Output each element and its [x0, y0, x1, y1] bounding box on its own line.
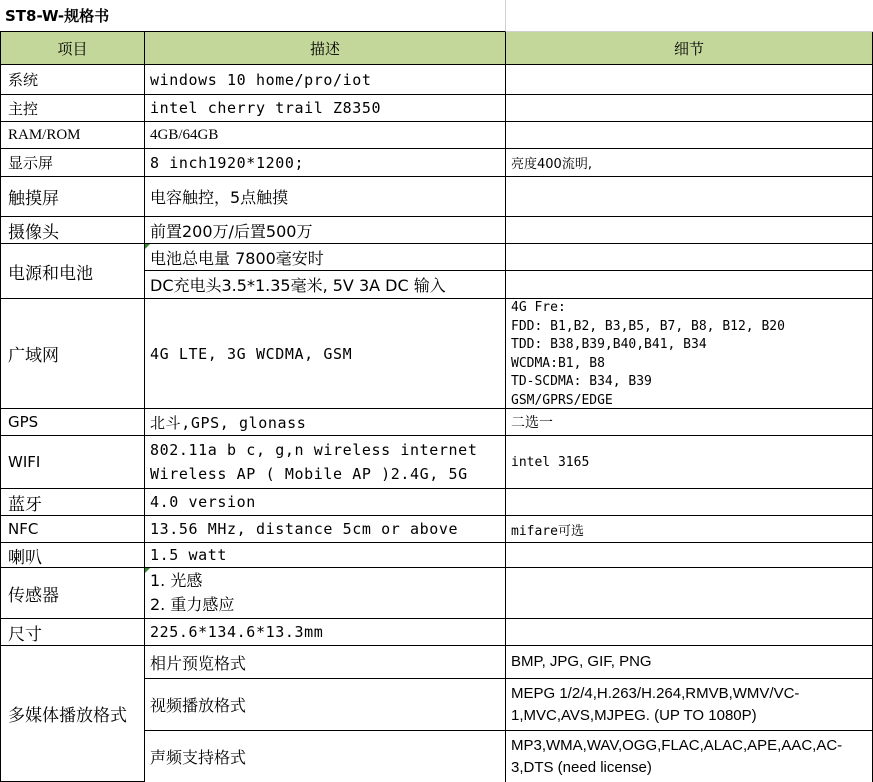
header-item: 项目 — [1, 32, 145, 65]
header-desc: 描述 — [145, 32, 506, 65]
wan-detail-line: GSM/GPRS/EDGE — [511, 392, 613, 408]
row-wan-detail — [506, 299, 873, 409]
row-cpu-desc: intel cherry trail Z8350 — [145, 95, 506, 122]
row-speaker-desc: 1.5 watt — [145, 543, 506, 568]
row-sensor-desc — [145, 568, 506, 619]
row-media-audio-detail: MP3,WMA,WAV,OGG,FLAC,ALAC,APE,AAC,AC-3,DTS (need license) — [506, 731, 873, 782]
row-media-photo-label: 相片预览格式 — [145, 646, 506, 679]
row-media-photo-detail: BMP, JPG, GIF, PNG — [506, 646, 873, 679]
row-sensor-label: 传感器 — [1, 568, 145, 619]
row-bt-desc: 4.0 version — [145, 489, 506, 516]
row-power-detail — [506, 244, 873, 271]
sensor-desc-line: 1. 光感 — [150, 571, 203, 590]
row-wan-label: 广域网 — [1, 299, 145, 409]
row-size-detail — [506, 619, 873, 646]
row-touch-desc: 电容触控，5点触摸 — [145, 177, 506, 217]
row-mem-label: RAM/ROM — [1, 122, 145, 149]
row-power-label: 电源和电池 — [1, 244, 145, 299]
empty-cell — [506, 0, 873, 32]
row-touch-label: 触摸屏 — [1, 177, 145, 217]
wifi-desc-line: 802.11a b c, g,n wireless internet — [150, 441, 478, 459]
row-display-desc: 8 inch1920*1200; — [145, 149, 506, 177]
row-media-label: 多媒体播放格式 — [1, 646, 145, 782]
row-display-detail: 亮度400流明, — [506, 149, 873, 177]
row-wifi-desc — [145, 436, 506, 489]
row-mem-desc: 4GB/64GB — [145, 122, 506, 149]
wifi-desc-line: Wireless AP ( Mobile AP )2.4G, 5G — [150, 465, 468, 483]
row-speaker-detail — [506, 543, 873, 568]
row-bt-label: 蓝牙 — [1, 489, 145, 516]
row-nfc-desc: 13.56 MHz, distance 5cm or above — [145, 516, 506, 543]
row-wan-desc: 4G LTE, 3G WCDMA, GSM — [145, 299, 506, 409]
row-os-desc: windows 10 home/pro/iot — [145, 65, 506, 95]
row-camera-desc: 前置200万/后置500万 — [145, 217, 506, 244]
row-size-label: 尺寸 — [1, 619, 145, 646]
row-camera-label: 摄像头 — [1, 217, 145, 244]
row-cpu-detail — [506, 95, 873, 122]
wan-detail-line: WCDMA:B1, B8 — [511, 355, 605, 371]
wan-detail-line: FDD: B1,B2, B3,B5, B7, B8, B12, B20 — [511, 318, 785, 334]
row-gps-label: GPS — [1, 409, 145, 436]
row-sensor-detail — [506, 568, 873, 619]
row-wifi-label: WIFI — [1, 436, 145, 489]
header-detail: 细节 — [506, 32, 873, 65]
row-nfc-detail: mifare可选 — [506, 516, 873, 543]
row-power-desc-charger: DC充电头3.5*1.35毫米, 5V 3A DC 输入 — [145, 271, 506, 299]
wan-detail-line: TDD: B38,B39,B40,B41, B34 — [511, 337, 707, 352]
row-cpu-label: 主控 — [1, 95, 145, 122]
wan-detail-line: 4G Fre: — [511, 300, 566, 315]
row-media-audio-label: 声频支持格式 — [145, 731, 506, 782]
row-gps-detail: 二选一 — [506, 409, 873, 436]
wan-detail-line: TD-SCDMA: B34, B39 — [511, 374, 652, 389]
empty-cell — [506, 271, 873, 299]
row-media-video-label: 视频播放格式 — [145, 679, 506, 731]
row-os-detail — [506, 65, 873, 95]
row-mem-detail — [506, 122, 873, 149]
row-camera-detail — [506, 217, 873, 244]
row-media-video-detail: MEPG 1/2/4,H.263/H.264,RMVB,WMV/VC-1,MVC,AVS,MJPEG. (UP TO 1080P) — [506, 679, 873, 731]
row-touch-detail — [506, 177, 873, 217]
row-os-label: 系统 — [1, 65, 145, 95]
sheet-title: ST8-W-规格书 — [0, 0, 506, 32]
row-display-label: 显示屏 — [1, 149, 145, 177]
sensor-desc-line: 2. 重力感应 — [150, 595, 235, 614]
row-size-desc: 225.6*134.6*13.3mm — [145, 619, 506, 646]
row-wifi-detail: intel 3165 — [506, 436, 873, 489]
row-gps-desc: 北斗,GPS, glonass — [145, 409, 506, 436]
row-power-desc-battery: 电池总电量 7800毫安时 — [145, 244, 506, 271]
row-bt-detail — [506, 489, 873, 516]
row-speaker-label: 喇叭 — [1, 543, 145, 568]
row-nfc-label: NFC — [1, 516, 145, 543]
